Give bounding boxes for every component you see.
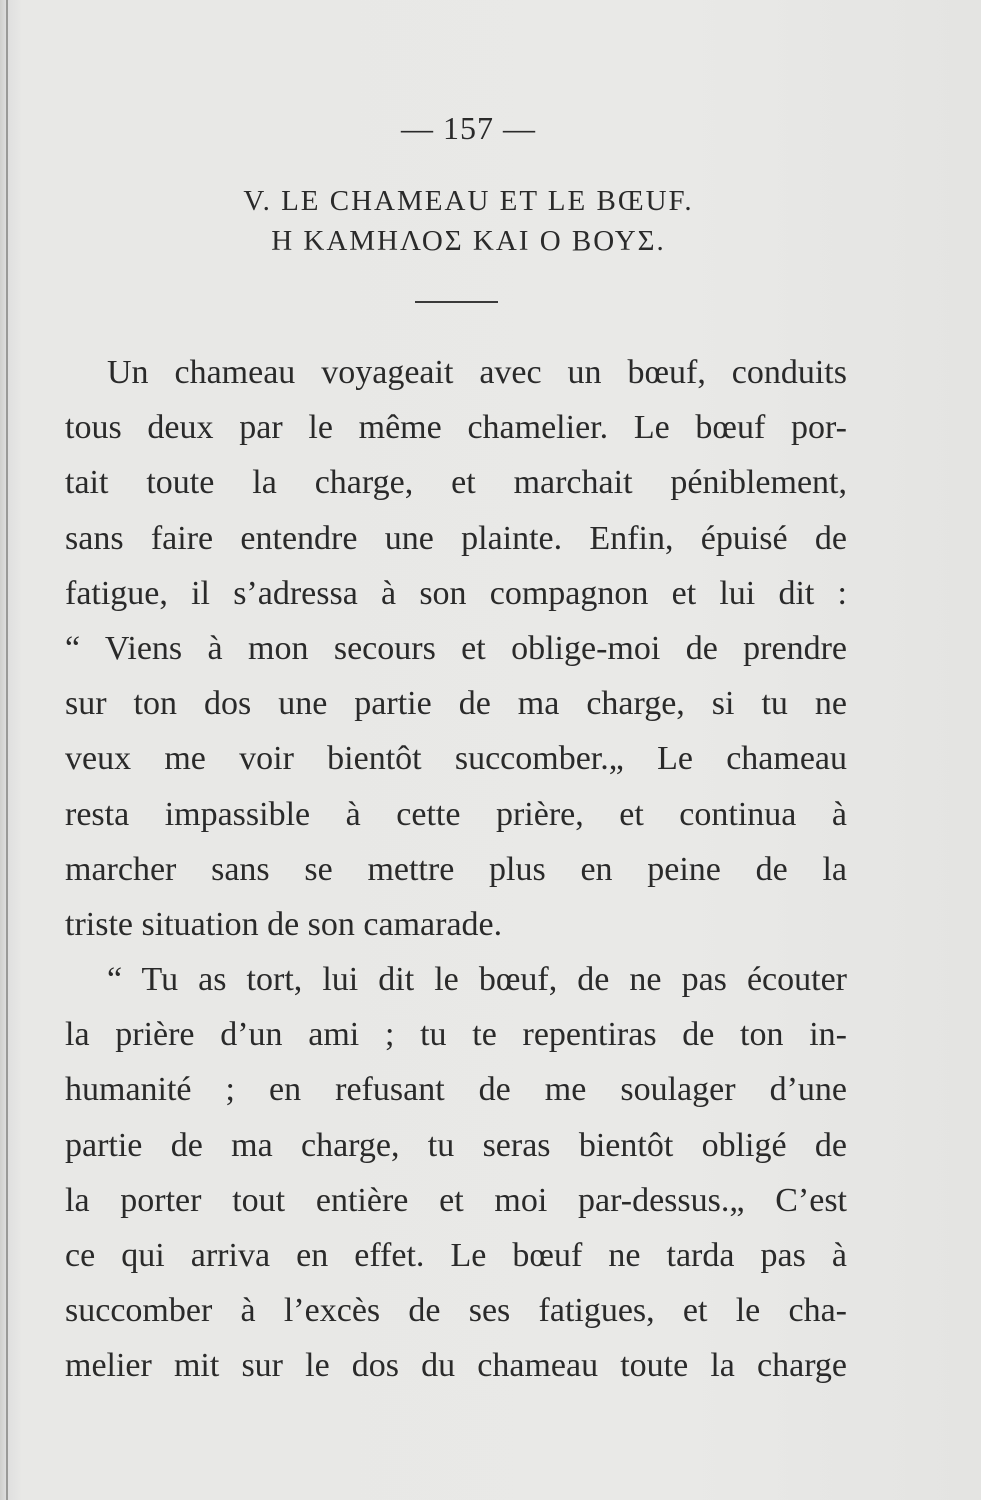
text-line: “ Tu as tort, lui dit le bœuf, de ne pas écouter (107, 961, 847, 999)
paragraph-2 (65, 952, 847, 1394)
text-line: marcher sans se mettre plus en peine de la (65, 850, 847, 888)
text-line: veux me voir bientôt succomber.„ Le chameau (65, 740, 847, 778)
text-line: succomber à l’excès de ses fatigues, et le cha- (65, 1292, 847, 1330)
text-line: sur ton dos une partie de ma charge, si tu ne (65, 685, 847, 723)
text-line: humanité ; en refusant de me soulager d’une (65, 1071, 847, 1109)
text-line: sans faire entendre une plainte. Enfin, épuisé de (65, 519, 847, 557)
title-divider (415, 301, 498, 303)
text-line: tait toute la charge, et marchait péniblement, (65, 464, 847, 502)
chapter-title-french: V. LE CHAMEAU ET LE BŒUF. (243, 185, 694, 217)
paragraph-1 (65, 345, 847, 952)
text-line: partie de ma charge, tu seras bientôt obligé de (65, 1126, 847, 1164)
page-number: — 157 — (401, 110, 536, 146)
text-line: ce qui arriva en effet. Le bœuf ne tarda pas à (65, 1237, 847, 1274)
chapter-title-greek: Η ΚΑΜΗΛΟΣ ΚΑΙ Ο ΒΟΥΣ. (271, 225, 666, 257)
text-line: fatigue, il s’adressa à son compagnon et lui dit : (65, 574, 847, 612)
text-line: “ Viens à mon secours et oblige-moi de prendre (65, 629, 847, 667)
text-line: la porter tout entière et moi par-dessus.„ C’est (65, 1181, 847, 1219)
text-line: la prière d’un ami ; tu te repentiras de ton in- (65, 1016, 847, 1054)
text-line: tous deux par le même chamelier. Le bœuf por- (65, 409, 847, 447)
text-line: triste situation de son camarade. (65, 905, 503, 943)
text-line: resta impassible à cette prière, et continua à (65, 795, 847, 833)
body-text (65, 345, 847, 1394)
text-line: Un chameau voyageait avec un bœuf, conduits (107, 354, 847, 391)
text-line: melier mit sur le dos du chameau toute la charge (65, 1347, 847, 1385)
